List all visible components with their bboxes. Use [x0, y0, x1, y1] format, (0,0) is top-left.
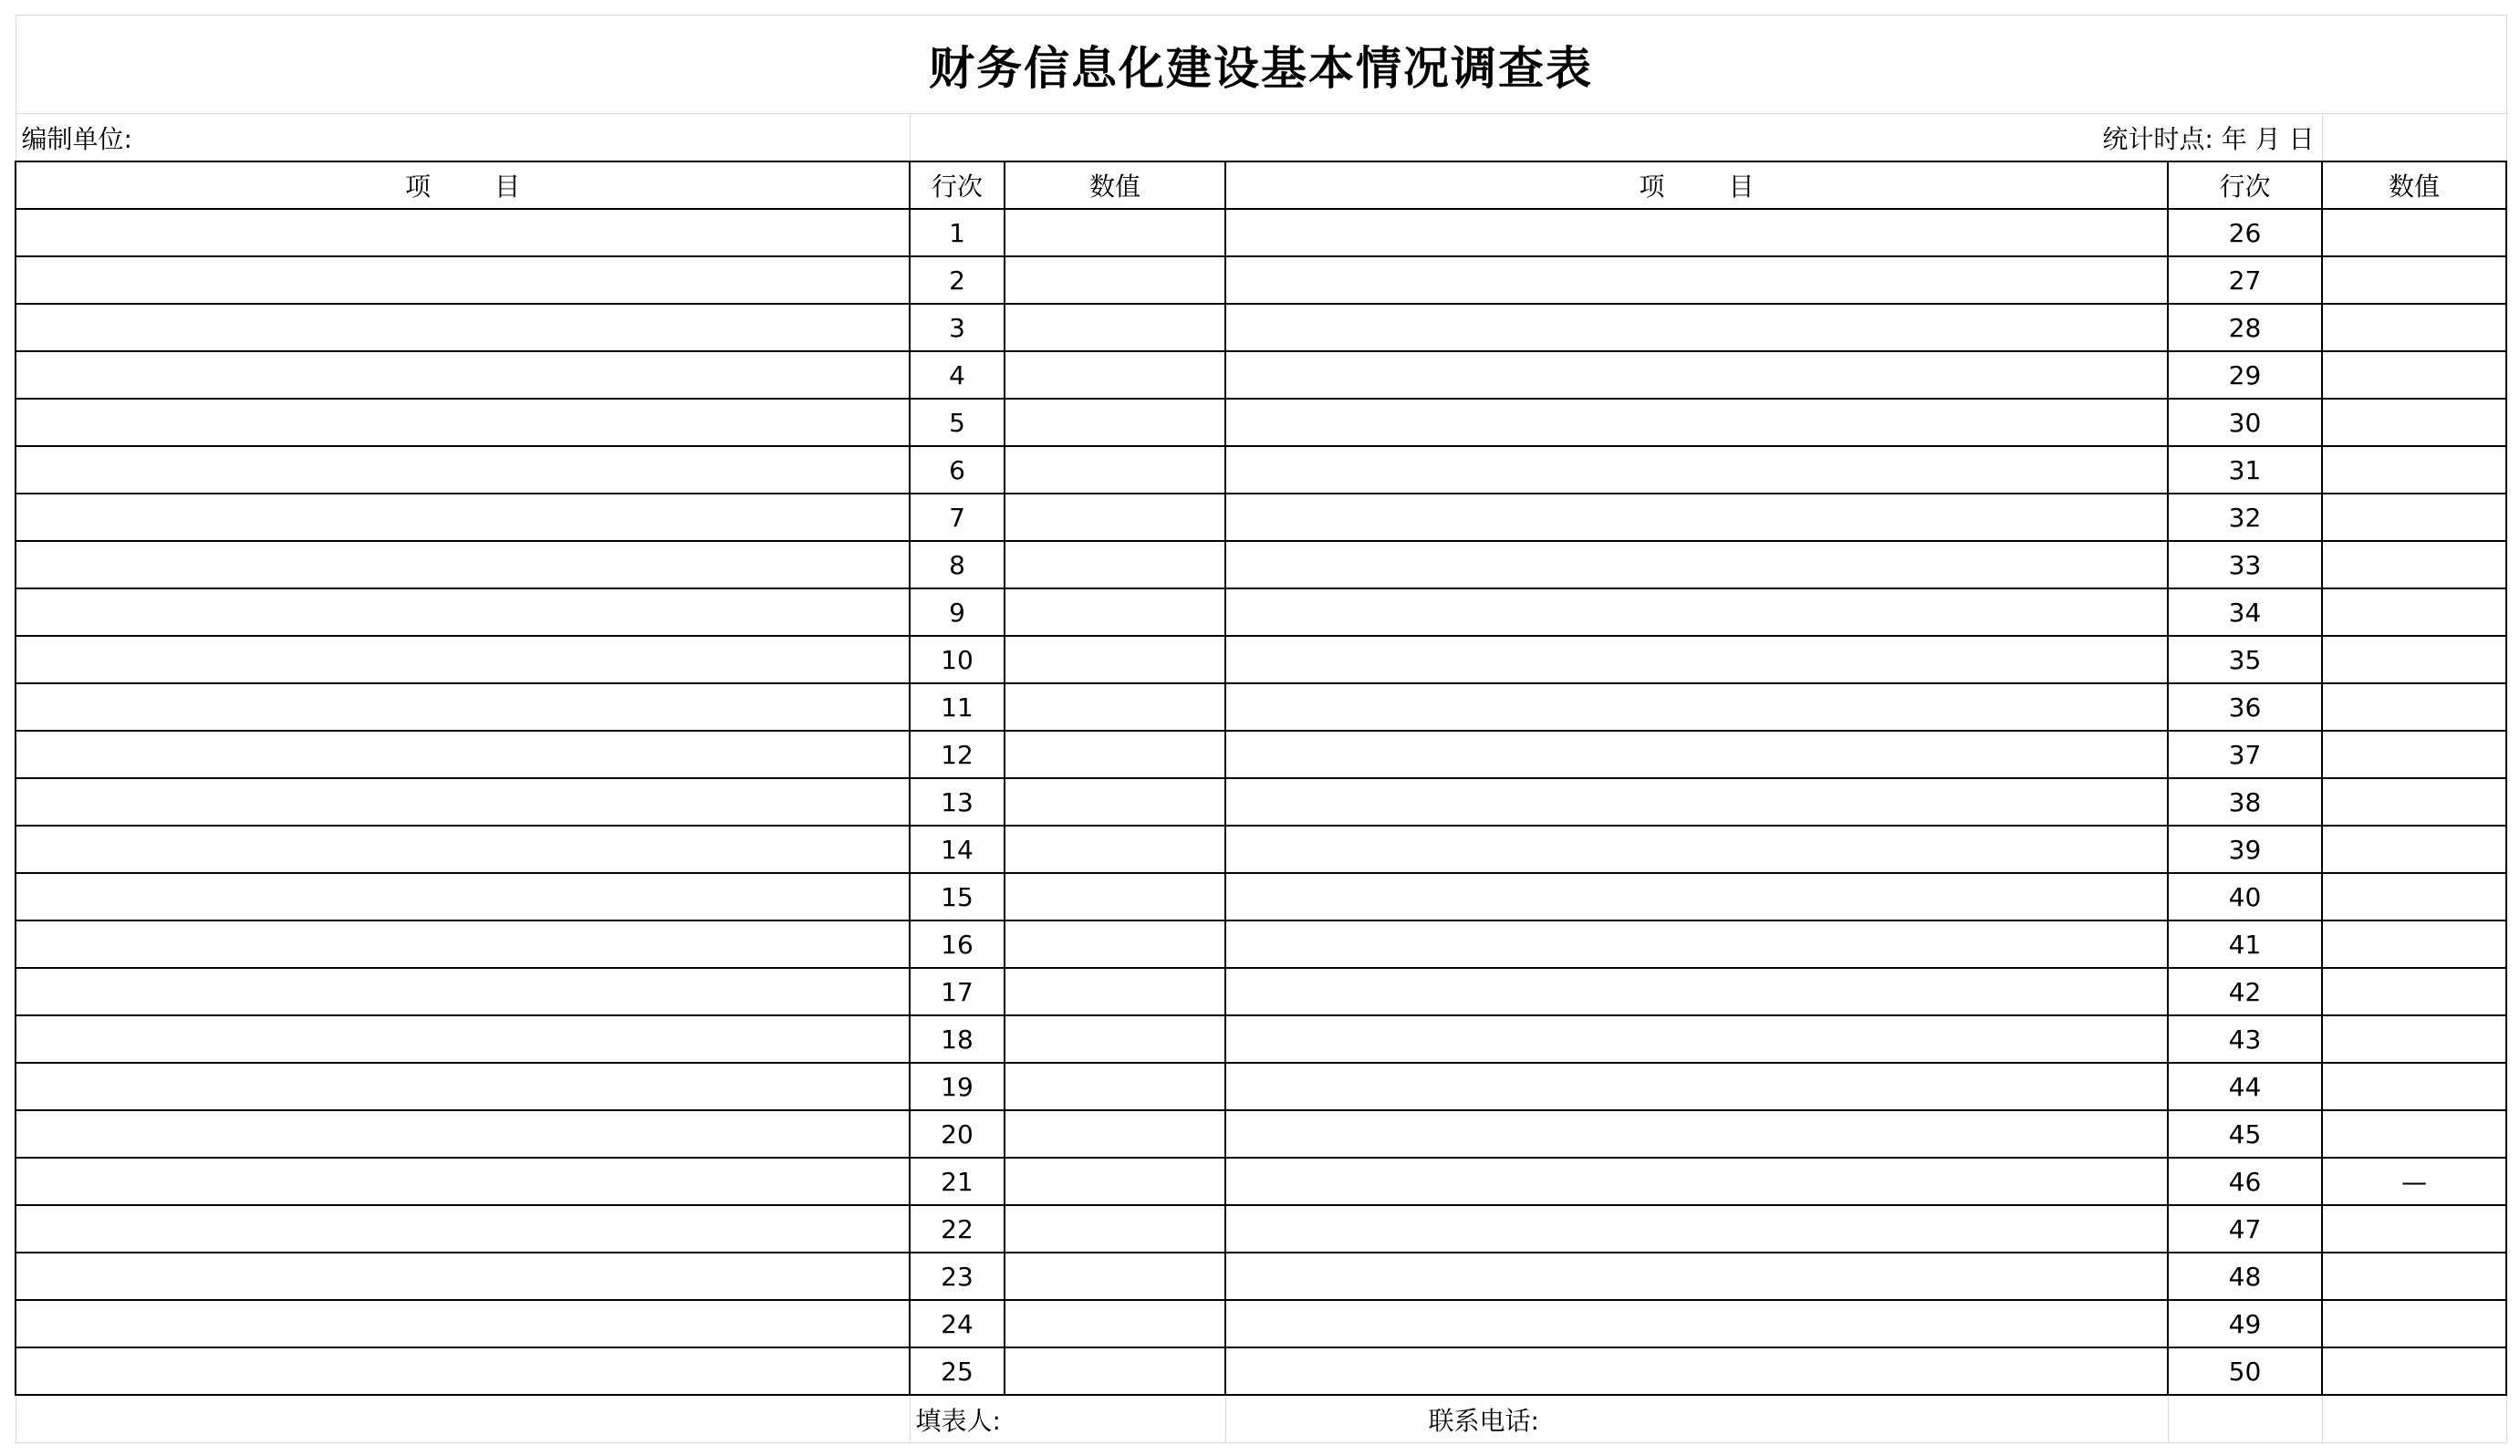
item-cell-left[interactable]	[16, 541, 910, 588]
item-cell-right[interactable]	[1225, 1253, 2168, 1300]
item-cell-right[interactable]	[1225, 588, 2168, 636]
item-cell-left[interactable]	[16, 968, 910, 1015]
item-cell-right[interactable]	[1225, 636, 2168, 683]
row-no-cell-right[interactable]: 44	[2168, 1063, 2322, 1110]
item-cell-right[interactable]	[1225, 778, 2168, 826]
value-cell-left[interactable]	[1005, 256, 1225, 304]
row-no-cell-right[interactable]: 33	[2168, 541, 2322, 588]
row-no-cell-right[interactable]: 46	[2168, 1158, 2322, 1205]
row-no-cell-right[interactable]: 26	[2168, 209, 2322, 256]
row-no-cell-left[interactable]: 21	[910, 1158, 1005, 1205]
row-no-cell-right[interactable]: 48	[2168, 1253, 2322, 1300]
item-cell-left[interactable]	[16, 1253, 910, 1300]
row-no-cell-right[interactable]: 37	[2168, 731, 2322, 778]
value-cell-right[interactable]	[2322, 1300, 2506, 1347]
row-no-cell-right[interactable]: 31	[2168, 446, 2322, 494]
item-cell-right[interactable]	[1225, 826, 2168, 873]
value-cell-right[interactable]	[2322, 494, 2506, 541]
row-no-cell-right[interactable]: 27	[2168, 256, 2322, 304]
footer-blank-cell[interactable]	[16, 1395, 910, 1443]
table-row	[16, 588, 2506, 636]
value-cell-right[interactable]	[2322, 209, 2506, 256]
item-cell-right[interactable]	[1225, 1158, 2168, 1205]
item-cell-right[interactable]	[1225, 446, 2168, 494]
table-row	[16, 1015, 2506, 1063]
value-cell-left[interactable]	[1005, 541, 1225, 588]
row-no-cell-right[interactable]: 45	[2168, 1110, 2322, 1158]
value-cell-left[interactable]	[1005, 351, 1225, 399]
value-cell-left[interactable]	[1005, 399, 1225, 446]
item-cell-left[interactable]	[16, 636, 910, 683]
item-cell-right[interactable]	[1225, 968, 2168, 1015]
row-no-cell-right[interactable]: 34	[2168, 588, 2322, 636]
row-no-cell-left[interactable]: 7	[910, 494, 1005, 541]
table-row	[16, 683, 2506, 731]
item-cell-left[interactable]	[16, 683, 910, 731]
meta-blank-cell[interactable]	[2322, 114, 2506, 162]
value-cell-right[interactable]	[2322, 1253, 2506, 1300]
value-cell-left[interactable]	[1005, 304, 1225, 351]
table-row	[16, 1205, 2506, 1253]
row-no-cell-left[interactable]: 8	[910, 541, 1005, 588]
value-cell-left[interactable]	[1005, 1253, 1225, 1300]
table-row	[16, 920, 2506, 968]
value-cell-right[interactable]	[2322, 731, 2506, 778]
stat-time-label[interactable]: 统计时点: 年 月 日	[910, 114, 2322, 162]
row-no-cell-right[interactable]: 38	[2168, 778, 2322, 826]
item-cell-left[interactable]	[16, 778, 910, 826]
value-cell-right[interactable]	[2322, 920, 2506, 968]
table-row	[16, 873, 2506, 920]
value-cell-left[interactable]	[1005, 968, 1225, 1015]
table-row	[16, 541, 2506, 588]
item-cell-left[interactable]	[16, 351, 910, 399]
value-cell-left[interactable]	[1005, 731, 1225, 778]
value-cell-right[interactable]	[2322, 826, 2506, 873]
value-cell-right[interactable]	[2322, 588, 2506, 636]
value-cell-right[interactable]	[2322, 1205, 2506, 1253]
value-cell-left[interactable]	[1005, 209, 1225, 256]
item-cell-right[interactable]	[1225, 304, 2168, 351]
item-cell-left[interactable]	[16, 920, 910, 968]
header-item-right: 项 目	[1225, 161, 2168, 209]
row-no-cell-right[interactable]: 50	[2168, 1347, 2322, 1395]
item-cell-right[interactable]	[1225, 256, 2168, 304]
value-cell-right[interactable]	[2322, 683, 2506, 731]
header-value-right: 数值	[2322, 161, 2506, 209]
item-cell-right[interactable]	[1225, 1015, 2168, 1063]
table-row	[16, 1300, 2506, 1347]
table-row	[16, 778, 2506, 826]
value-cell-right[interactable]	[2322, 1063, 2506, 1110]
value-cell-right[interactable]	[2322, 304, 2506, 351]
row-no-cell-left[interactable]: 5	[910, 399, 1005, 446]
item-cell-right[interactable]	[1225, 1110, 2168, 1158]
table-row	[16, 731, 2506, 778]
item-cell-right[interactable]	[1225, 1205, 2168, 1253]
value-cell-right[interactable]	[2322, 446, 2506, 494]
footer-blank-cell[interactable]	[2168, 1395, 2322, 1443]
row-no-cell-left[interactable]: 16	[910, 920, 1005, 968]
table-row	[16, 1110, 2506, 1158]
value-cell-right[interactable]	[2322, 778, 2506, 826]
value-cell-left[interactable]	[1005, 1110, 1225, 1158]
item-cell-left[interactable]	[16, 304, 910, 351]
table-row	[16, 636, 2506, 683]
value-cell-left[interactable]	[1005, 494, 1225, 541]
row-no-cell-left[interactable]: 22	[910, 1205, 1005, 1253]
value-cell-right[interactable]	[2322, 256, 2506, 304]
row-no-cell-right[interactable]: 39	[2168, 826, 2322, 873]
table-row	[16, 209, 2506, 256]
value-cell-left[interactable]	[1005, 778, 1225, 826]
value-cell-left[interactable]	[1005, 588, 1225, 636]
value-cell-right[interactable]	[2322, 399, 2506, 446]
value-cell-right[interactable]	[2322, 351, 2506, 399]
value-cell-left[interactable]	[1005, 1300, 1225, 1347]
row-no-cell-right[interactable]: 30	[2168, 399, 2322, 446]
item-cell-left[interactable]	[16, 446, 910, 494]
row-no-cell-right[interactable]: 35	[2168, 636, 2322, 683]
item-cell-left[interactable]	[16, 1205, 910, 1253]
item-cell-left[interactable]	[16, 588, 910, 636]
value-cell-left[interactable]	[1005, 1347, 1225, 1395]
item-cell-right[interactable]	[1225, 1347, 2168, 1395]
item-cell-left[interactable]	[16, 873, 910, 920]
item-cell-left[interactable]	[16, 209, 910, 256]
row-no-cell-left[interactable]: 4	[910, 351, 1005, 399]
table-row	[16, 1347, 2506, 1395]
item-cell-left[interactable]	[16, 1015, 910, 1063]
item-cell-left[interactable]	[16, 1300, 910, 1347]
item-cell-left[interactable]	[16, 826, 910, 873]
row-no-cell-left[interactable]: 20	[910, 1110, 1005, 1158]
item-cell-right[interactable]	[1225, 1300, 2168, 1347]
table-row	[16, 1063, 2506, 1110]
row-no-cell-right[interactable]: 42	[2168, 968, 2322, 1015]
item-cell-right[interactable]	[1225, 731, 2168, 778]
table-row	[16, 351, 2506, 399]
row-no-cell-left[interactable]: 17	[910, 968, 1005, 1015]
value-cell-left[interactable]	[1005, 636, 1225, 683]
sheet-title: 财务信息化建设基本情况调查表	[16, 16, 2506, 114]
table-row	[16, 494, 2506, 541]
table-row	[16, 256, 2506, 304]
item-cell-left[interactable]	[16, 494, 910, 541]
survey-table	[15, 15, 2507, 1443]
table-row	[16, 968, 2506, 1015]
value-cell-left[interactable]	[1005, 826, 1225, 873]
value-cell-right[interactable]	[2322, 1015, 2506, 1063]
row-no-cell-right[interactable]: 43	[2168, 1015, 2322, 1063]
item-cell-left[interactable]	[16, 1347, 910, 1395]
value-cell-right[interactable]	[2322, 873, 2506, 920]
value-cell-left[interactable]	[1005, 1158, 1225, 1205]
header-value-left: 数值	[1005, 161, 1225, 209]
row-no-cell-left[interactable]: 11	[910, 683, 1005, 731]
value-cell-left[interactable]	[1005, 873, 1225, 920]
table-row	[16, 304, 2506, 351]
table-row	[16, 446, 2506, 494]
table-row	[16, 1253, 2506, 1300]
table-row	[16, 1158, 2506, 1205]
row-no-cell-left[interactable]: 6	[910, 446, 1005, 494]
row-no-cell-right[interactable]: 49	[2168, 1300, 2322, 1347]
row-no-cell-left[interactable]: 10	[910, 636, 1005, 683]
value-cell-right[interactable]	[2322, 968, 2506, 1015]
row-no-cell-right[interactable]: 36	[2168, 683, 2322, 731]
value-cell-left[interactable]	[1005, 1015, 1225, 1063]
header-row-no-right: 行次	[2168, 161, 2322, 209]
item-cell-right[interactable]	[1225, 351, 2168, 399]
row-no-cell-left[interactable]: 23	[910, 1253, 1005, 1300]
item-cell-right[interactable]	[1225, 873, 2168, 920]
row-no-cell-right[interactable]: 29	[2168, 351, 2322, 399]
item-cell-right[interactable]	[1225, 683, 2168, 731]
header-row-no-left: 行次	[910, 161, 1005, 209]
row-no-cell-right[interactable]: 41	[2168, 920, 2322, 968]
item-cell-right[interactable]	[1225, 494, 2168, 541]
row-no-cell-left[interactable]: 14	[910, 826, 1005, 873]
row-no-cell-left[interactable]: 19	[910, 1063, 1005, 1110]
row-no-cell-left[interactable]: 9	[910, 588, 1005, 636]
value-cell-right[interactable]	[2322, 1347, 2506, 1395]
row-no-cell-left[interactable]: 15	[910, 873, 1005, 920]
table-row	[16, 399, 2506, 446]
item-cell-left[interactable]	[16, 256, 910, 304]
header-item-left: 项 目	[16, 161, 910, 209]
value-cell-left[interactable]	[1005, 920, 1225, 968]
row-no-cell-right[interactable]: 47	[2168, 1205, 2322, 1253]
row-no-cell-left[interactable]: 1	[910, 209, 1005, 256]
item-cell-right[interactable]	[1225, 541, 2168, 588]
row-no-cell-left[interactable]: 13	[910, 778, 1005, 826]
value-cell-left[interactable]	[1005, 1205, 1225, 1253]
item-cell-left[interactable]	[16, 731, 910, 778]
row-no-cell-left[interactable]: 12	[910, 731, 1005, 778]
item-cell-left[interactable]	[16, 1158, 910, 1205]
row-no-cell-right[interactable]: 32	[2168, 494, 2322, 541]
row-no-cell-left[interactable]: 18	[910, 1015, 1005, 1063]
item-cell-right[interactable]	[1225, 920, 2168, 968]
row-no-cell-left[interactable]: 25	[910, 1347, 1005, 1395]
row-no-cell-left[interactable]: 2	[910, 256, 1005, 304]
value-cell-right[interactable]: —	[2322, 1158, 2506, 1205]
item-cell-left[interactable]	[16, 1110, 910, 1158]
item-cell-right[interactable]	[1225, 1063, 2168, 1110]
value-cell-left[interactable]	[1005, 683, 1225, 731]
item-cell-right[interactable]	[1225, 399, 2168, 446]
value-cell-left[interactable]	[1005, 446, 1225, 494]
compiling-unit-label[interactable]: 编制单位:	[16, 114, 910, 162]
row-no-cell-right[interactable]: 28	[2168, 304, 2322, 351]
item-cell-right[interactable]	[1225, 209, 2168, 256]
phone-label[interactable]: 联系电话:	[1225, 1395, 2168, 1443]
value-cell-right[interactable]	[2322, 636, 2506, 683]
footer-blank-cell[interactable]	[2322, 1395, 2506, 1443]
item-cell-left[interactable]	[16, 1063, 910, 1110]
value-cell-left[interactable]	[1005, 1063, 1225, 1110]
filler-label[interactable]: 填表人:	[910, 1395, 1225, 1443]
row-no-cell-right[interactable]: 40	[2168, 873, 2322, 920]
table-row	[16, 826, 2506, 873]
value-cell-right[interactable]	[2322, 1110, 2506, 1158]
item-cell-left[interactable]	[16, 399, 910, 446]
row-no-cell-left[interactable]: 3	[910, 304, 1005, 351]
value-cell-right[interactable]	[2322, 541, 2506, 588]
row-no-cell-left[interactable]: 24	[910, 1300, 1005, 1347]
